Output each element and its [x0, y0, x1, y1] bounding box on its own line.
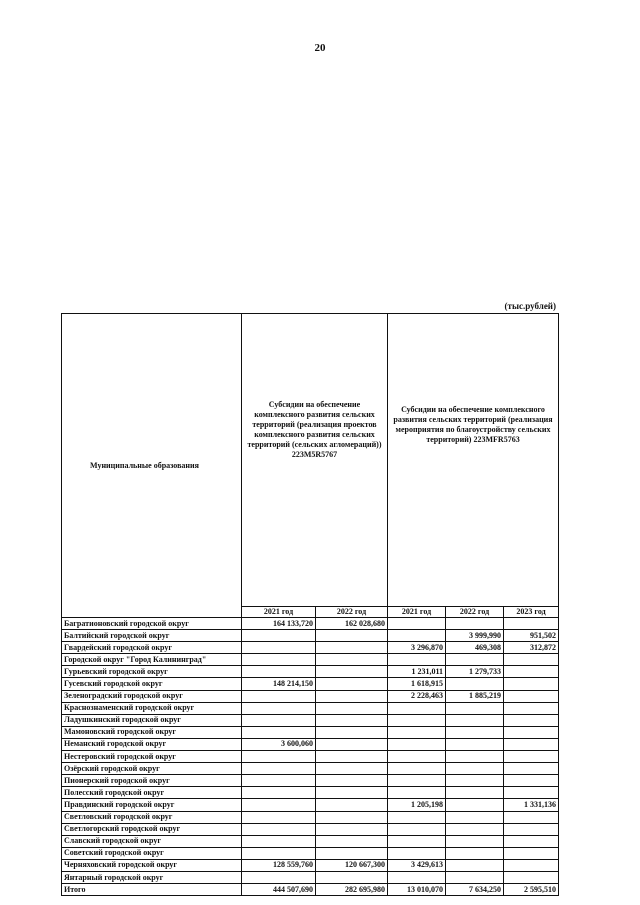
table-row	[62, 666, 559, 678]
amount-cell	[242, 714, 316, 726]
amount-cell	[446, 714, 504, 726]
amount-cell	[504, 835, 559, 847]
table-row	[62, 642, 559, 654]
amount-cell	[316, 702, 388, 714]
amount-cell: 3 999,990	[446, 630, 504, 642]
table-row	[62, 678, 559, 690]
table-row	[62, 618, 559, 630]
amount-cell	[316, 690, 388, 702]
amount-cell	[446, 787, 504, 799]
municipality-name: Пионерский городской округ	[62, 775, 242, 787]
municipality-name: Гусевский городской округ	[62, 678, 242, 690]
table-row	[62, 823, 559, 835]
amount-cell	[388, 823, 446, 835]
amount-cell: 164 133,720	[242, 618, 316, 630]
amount-cell: 120 667,300	[316, 859, 388, 871]
municipality-name: Озёрский городской округ	[62, 763, 242, 775]
municipality-name: Багратионовский городской округ	[62, 618, 242, 630]
table-row	[62, 811, 559, 823]
amount-cell	[446, 847, 504, 859]
amount-cell	[504, 751, 559, 763]
municipality-name: Балтийский городской округ	[62, 630, 242, 642]
amount-cell	[446, 702, 504, 714]
amount-cell	[388, 775, 446, 787]
amount-cell	[242, 751, 316, 763]
municipality-name: Советский городской округ	[62, 847, 242, 859]
amount-cell	[316, 714, 388, 726]
amount-cell: 162 028,680	[316, 618, 388, 630]
amount-cell	[316, 738, 388, 750]
municipality-name: Гурьевский городской округ	[62, 666, 242, 678]
amount-cell: 2 228,463	[388, 690, 446, 702]
year-header: 2021 год	[242, 607, 316, 618]
table-row	[62, 630, 559, 642]
amount-cell	[242, 799, 316, 811]
amount-cell	[316, 799, 388, 811]
amount-cell	[504, 714, 559, 726]
table-row	[62, 654, 559, 666]
amount-cell: 1 231,011	[388, 666, 446, 678]
amount-cell	[504, 618, 559, 630]
amount-cell	[316, 642, 388, 654]
municipality-name: Светловский городской округ	[62, 811, 242, 823]
amount-cell	[242, 642, 316, 654]
amount-cell	[242, 823, 316, 835]
amount-cell	[316, 811, 388, 823]
amount-cell: 148 214,150	[242, 678, 316, 690]
amount-cell: 312,872	[504, 642, 559, 654]
amount-cell	[388, 835, 446, 847]
amount-cell	[242, 835, 316, 847]
amount-cell	[388, 630, 446, 642]
municipality-name: Неманский городской округ	[62, 738, 242, 750]
municipality-name: Нестеровский городской округ	[62, 751, 242, 763]
amount-cell	[504, 678, 559, 690]
municipality-name: Черняховский городской округ	[62, 859, 242, 871]
table-row	[62, 702, 559, 714]
amount-cell	[388, 871, 446, 883]
amount-cell	[504, 666, 559, 678]
amount-cell: 1 618,915	[388, 678, 446, 690]
total-label: Итого	[62, 884, 242, 896]
amount-cell	[504, 859, 559, 871]
amount-cell	[316, 751, 388, 763]
table-row	[62, 726, 559, 738]
amount-cell	[504, 738, 559, 750]
amount-cell	[316, 678, 388, 690]
amount-cell	[446, 799, 504, 811]
year-header: 2021 год	[388, 607, 446, 618]
year-header: 2022 год	[316, 607, 388, 618]
amount-cell	[242, 763, 316, 775]
table-row	[62, 738, 559, 750]
table-row	[62, 787, 559, 799]
amount-cell	[242, 811, 316, 823]
table-body	[62, 618, 559, 896]
amount-cell	[242, 666, 316, 678]
amount-cell: 2 595,510	[504, 884, 559, 896]
amount-cell	[388, 618, 446, 630]
amount-cell	[446, 811, 504, 823]
amount-cell	[316, 847, 388, 859]
amount-cell	[316, 726, 388, 738]
municipality-name: Правдинский городской округ	[62, 799, 242, 811]
amount-cell: 3 429,613	[388, 859, 446, 871]
amount-cell	[504, 787, 559, 799]
year-header: 2022 год	[446, 607, 504, 618]
amount-cell	[388, 787, 446, 799]
amount-cell	[242, 787, 316, 799]
municipality-name: Зеленоградский городской округ	[62, 690, 242, 702]
amount-cell	[242, 726, 316, 738]
amount-cell	[388, 714, 446, 726]
amount-cell	[446, 678, 504, 690]
amount-cell	[316, 630, 388, 642]
table-row	[62, 690, 559, 702]
amount-cell	[388, 847, 446, 859]
amount-cell: 444 507,690	[242, 884, 316, 896]
page-number: 20	[314, 42, 326, 54]
amount-cell	[316, 823, 388, 835]
table-row	[62, 714, 559, 726]
municipality-name: Ладушкинский городской округ	[62, 714, 242, 726]
amount-cell: 469,308	[446, 642, 504, 654]
amount-cell	[388, 654, 446, 666]
amount-cell: 3 296,870	[388, 642, 446, 654]
subsidy-table	[61, 313, 559, 896]
amount-cell	[446, 726, 504, 738]
amount-cell	[504, 690, 559, 702]
amount-cell	[242, 871, 316, 883]
amount-cell: 1 279,733	[446, 666, 504, 678]
table-row	[62, 871, 559, 883]
amount-cell	[504, 847, 559, 859]
amount-cell	[316, 775, 388, 787]
amount-cell	[242, 690, 316, 702]
amount-cell: 13 010,070	[388, 884, 446, 896]
amount-cell	[242, 654, 316, 666]
table-row	[62, 751, 559, 763]
amount-cell	[446, 618, 504, 630]
amount-cell	[316, 763, 388, 775]
amount-cell: 951,502	[504, 630, 559, 642]
amount-cell	[242, 775, 316, 787]
table-row	[62, 799, 559, 811]
municipality-name: Городской округ "Город Калининград"	[62, 654, 242, 666]
amount-cell	[316, 654, 388, 666]
amount-cell	[316, 871, 388, 883]
amount-cell	[242, 702, 316, 714]
table-row	[62, 847, 559, 859]
amount-cell: 3 600,060	[242, 738, 316, 750]
amount-cell	[504, 811, 559, 823]
amount-cell: 282 695,980	[316, 884, 388, 896]
table-header-row	[62, 314, 559, 607]
table-row	[62, 763, 559, 775]
table-row	[62, 835, 559, 847]
amount-cell	[446, 823, 504, 835]
amount-cell: 7 634,250	[446, 884, 504, 896]
amount-cell	[388, 702, 446, 714]
municipality-header: Муниципальные образования	[62, 314, 242, 618]
amount-cell	[446, 763, 504, 775]
amount-cell: 128 559,760	[242, 859, 316, 871]
amount-cell: 1 205,198	[388, 799, 446, 811]
table-row	[62, 859, 559, 871]
year-header: 2023 год	[504, 607, 559, 618]
total-row	[62, 884, 559, 896]
amount-cell	[388, 726, 446, 738]
amount-cell	[504, 702, 559, 714]
amount-cell	[242, 630, 316, 642]
amount-cell	[504, 871, 559, 883]
amount-cell	[446, 859, 504, 871]
amount-cell	[446, 835, 504, 847]
unit-note: (тыс.рублей)	[504, 301, 556, 311]
amount-cell	[388, 751, 446, 763]
amount-cell: 1 331,136	[504, 799, 559, 811]
municipality-name: Гвардейский городской округ	[62, 642, 242, 654]
amount-cell	[504, 775, 559, 787]
table-row	[62, 775, 559, 787]
municipality-name: Светлогорский городской округ	[62, 823, 242, 835]
amount-cell	[446, 871, 504, 883]
amount-cell	[446, 751, 504, 763]
amount-cell	[504, 763, 559, 775]
amount-cell	[388, 763, 446, 775]
amount-cell: 1 885,219	[446, 690, 504, 702]
municipality-name: Полесский городской округ	[62, 787, 242, 799]
municipality-name: Янтарный городской округ	[62, 871, 242, 883]
amount-cell	[446, 775, 504, 787]
amount-cell	[504, 726, 559, 738]
group1-header: Субсидии на обеспечение комплексного развития сельских территорий (реализация проектов комплексного развития сельских территорий (сельских агломераций)) 223M5R5767	[242, 314, 388, 607]
municipality-name: Славский городской округ	[62, 835, 242, 847]
amount-cell	[242, 847, 316, 859]
amount-cell	[446, 654, 504, 666]
group2-header: Субсидии на обеспечение комплексного развития сельских территорий (реализация мероприятия по благоустройству сельских территорий) 223MFR5763	[388, 314, 559, 607]
amount-cell	[316, 666, 388, 678]
amount-cell	[388, 738, 446, 750]
amount-cell	[504, 823, 559, 835]
amount-cell	[388, 811, 446, 823]
municipality-name: Краснознаменский городской округ	[62, 702, 242, 714]
amount-cell	[316, 787, 388, 799]
amount-cell	[316, 835, 388, 847]
amount-cell	[504, 654, 559, 666]
municipality-name: Мамоновский городской округ	[62, 726, 242, 738]
amount-cell	[446, 738, 504, 750]
